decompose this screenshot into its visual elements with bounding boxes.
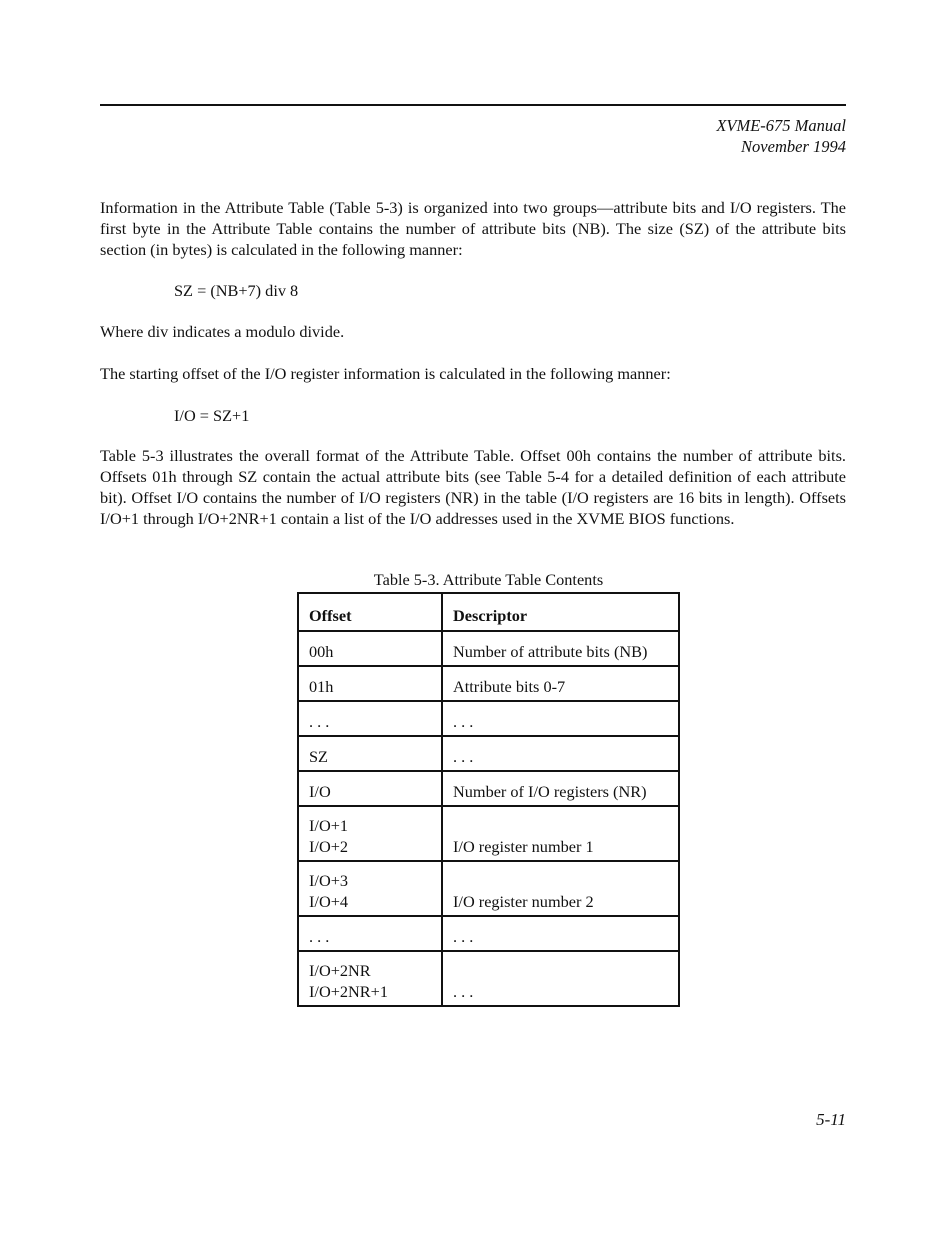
table-row xyxy=(298,631,679,666)
column-header-descriptor: Descriptor xyxy=(442,593,679,631)
offset-cell xyxy=(298,951,442,1006)
descriptor-cell: . . . xyxy=(442,736,679,771)
offset-cell xyxy=(298,806,442,861)
page-header xyxy=(716,115,846,157)
offset-line: I/O+1 xyxy=(309,816,349,835)
offset-cell: . . . xyxy=(298,701,442,736)
header-rule xyxy=(100,104,846,106)
table-row xyxy=(298,666,679,701)
table-row xyxy=(298,951,679,1006)
paragraph-attribute-table-intro: Information in the Attribute Table (Table 5-3) is organized into two groups—attribute bits and I/O registers. The first byte in the Attribute Table contains the number of attribute bits (NB). The size (SZ) of the attribute bits section (in bytes) is calculated in the following manner: xyxy=(100,198,846,259)
offset-cell: . . . xyxy=(298,916,442,951)
offset-line: I/O+4 xyxy=(309,892,349,911)
offset-line: I/O+2NR+1 xyxy=(309,982,388,1001)
table-row xyxy=(298,916,679,951)
column-header-offset: Offset xyxy=(298,593,442,631)
table-row xyxy=(298,736,679,771)
descriptor-cell: . . . xyxy=(442,916,679,951)
descriptor-cell: Number of I/O registers (NR) xyxy=(442,771,679,806)
descriptor-cell: I/O register number 1 xyxy=(442,806,679,861)
manual-date: November 1994 xyxy=(741,137,846,156)
descriptor-cell: . . . xyxy=(442,701,679,736)
descriptor-cell: . . . xyxy=(442,951,679,1006)
paragraph-table-description: Table 5-3 illustrates the overall format of the Attribute Table. Offset 00h contains the number of attribute bits. Offsets 01h through SZ contain the actual attribute bits (see Table 5-4 for a detailed definition of each attribute bit). Offset I/O contains the number of I/O registers (NR) in the table (I/O registers are 16 bits in length). Offsets I/O+1 through I/O+2NR+1 contain a list of the I/O addresses used in the XVME BIOS functions. xyxy=(100,446,846,528)
offset-cell: I/O xyxy=(298,771,442,806)
table-header-row xyxy=(298,593,679,631)
offset-cell xyxy=(298,861,442,916)
descriptor-cell: Number of attribute bits (NB) xyxy=(442,631,679,666)
descriptor-cell: Attribute bits 0-7 xyxy=(442,666,679,701)
page-number: 5-11 xyxy=(816,1110,846,1129)
descriptor-cell: I/O register number 2 xyxy=(442,861,679,916)
offset-line: I/O+2NR xyxy=(309,961,371,980)
paragraph-io-offset: The starting offset of the I/O register information is calculated in the following manner: xyxy=(100,364,671,383)
formula-io: I/O = SZ+1 xyxy=(174,406,250,425)
manual-title: XVME-675 Manual xyxy=(716,116,846,135)
offset-cell: 01h xyxy=(298,666,442,701)
table-row xyxy=(298,701,679,736)
offset-cell: 00h xyxy=(298,631,442,666)
table-caption: Table 5-3. Attribute Table Contents xyxy=(373,570,604,589)
attribute-table xyxy=(297,592,680,1007)
table-row xyxy=(298,771,679,806)
table-row xyxy=(298,806,679,861)
table-row xyxy=(298,861,679,916)
formula-size: SZ = (NB+7) div 8 xyxy=(174,281,299,300)
offset-line: I/O+3 xyxy=(309,871,349,890)
paragraph-div-note: Where div indicates a modulo divide. xyxy=(100,322,345,341)
offset-cell: SZ xyxy=(298,736,442,771)
offset-line: I/O+2 xyxy=(309,837,349,856)
